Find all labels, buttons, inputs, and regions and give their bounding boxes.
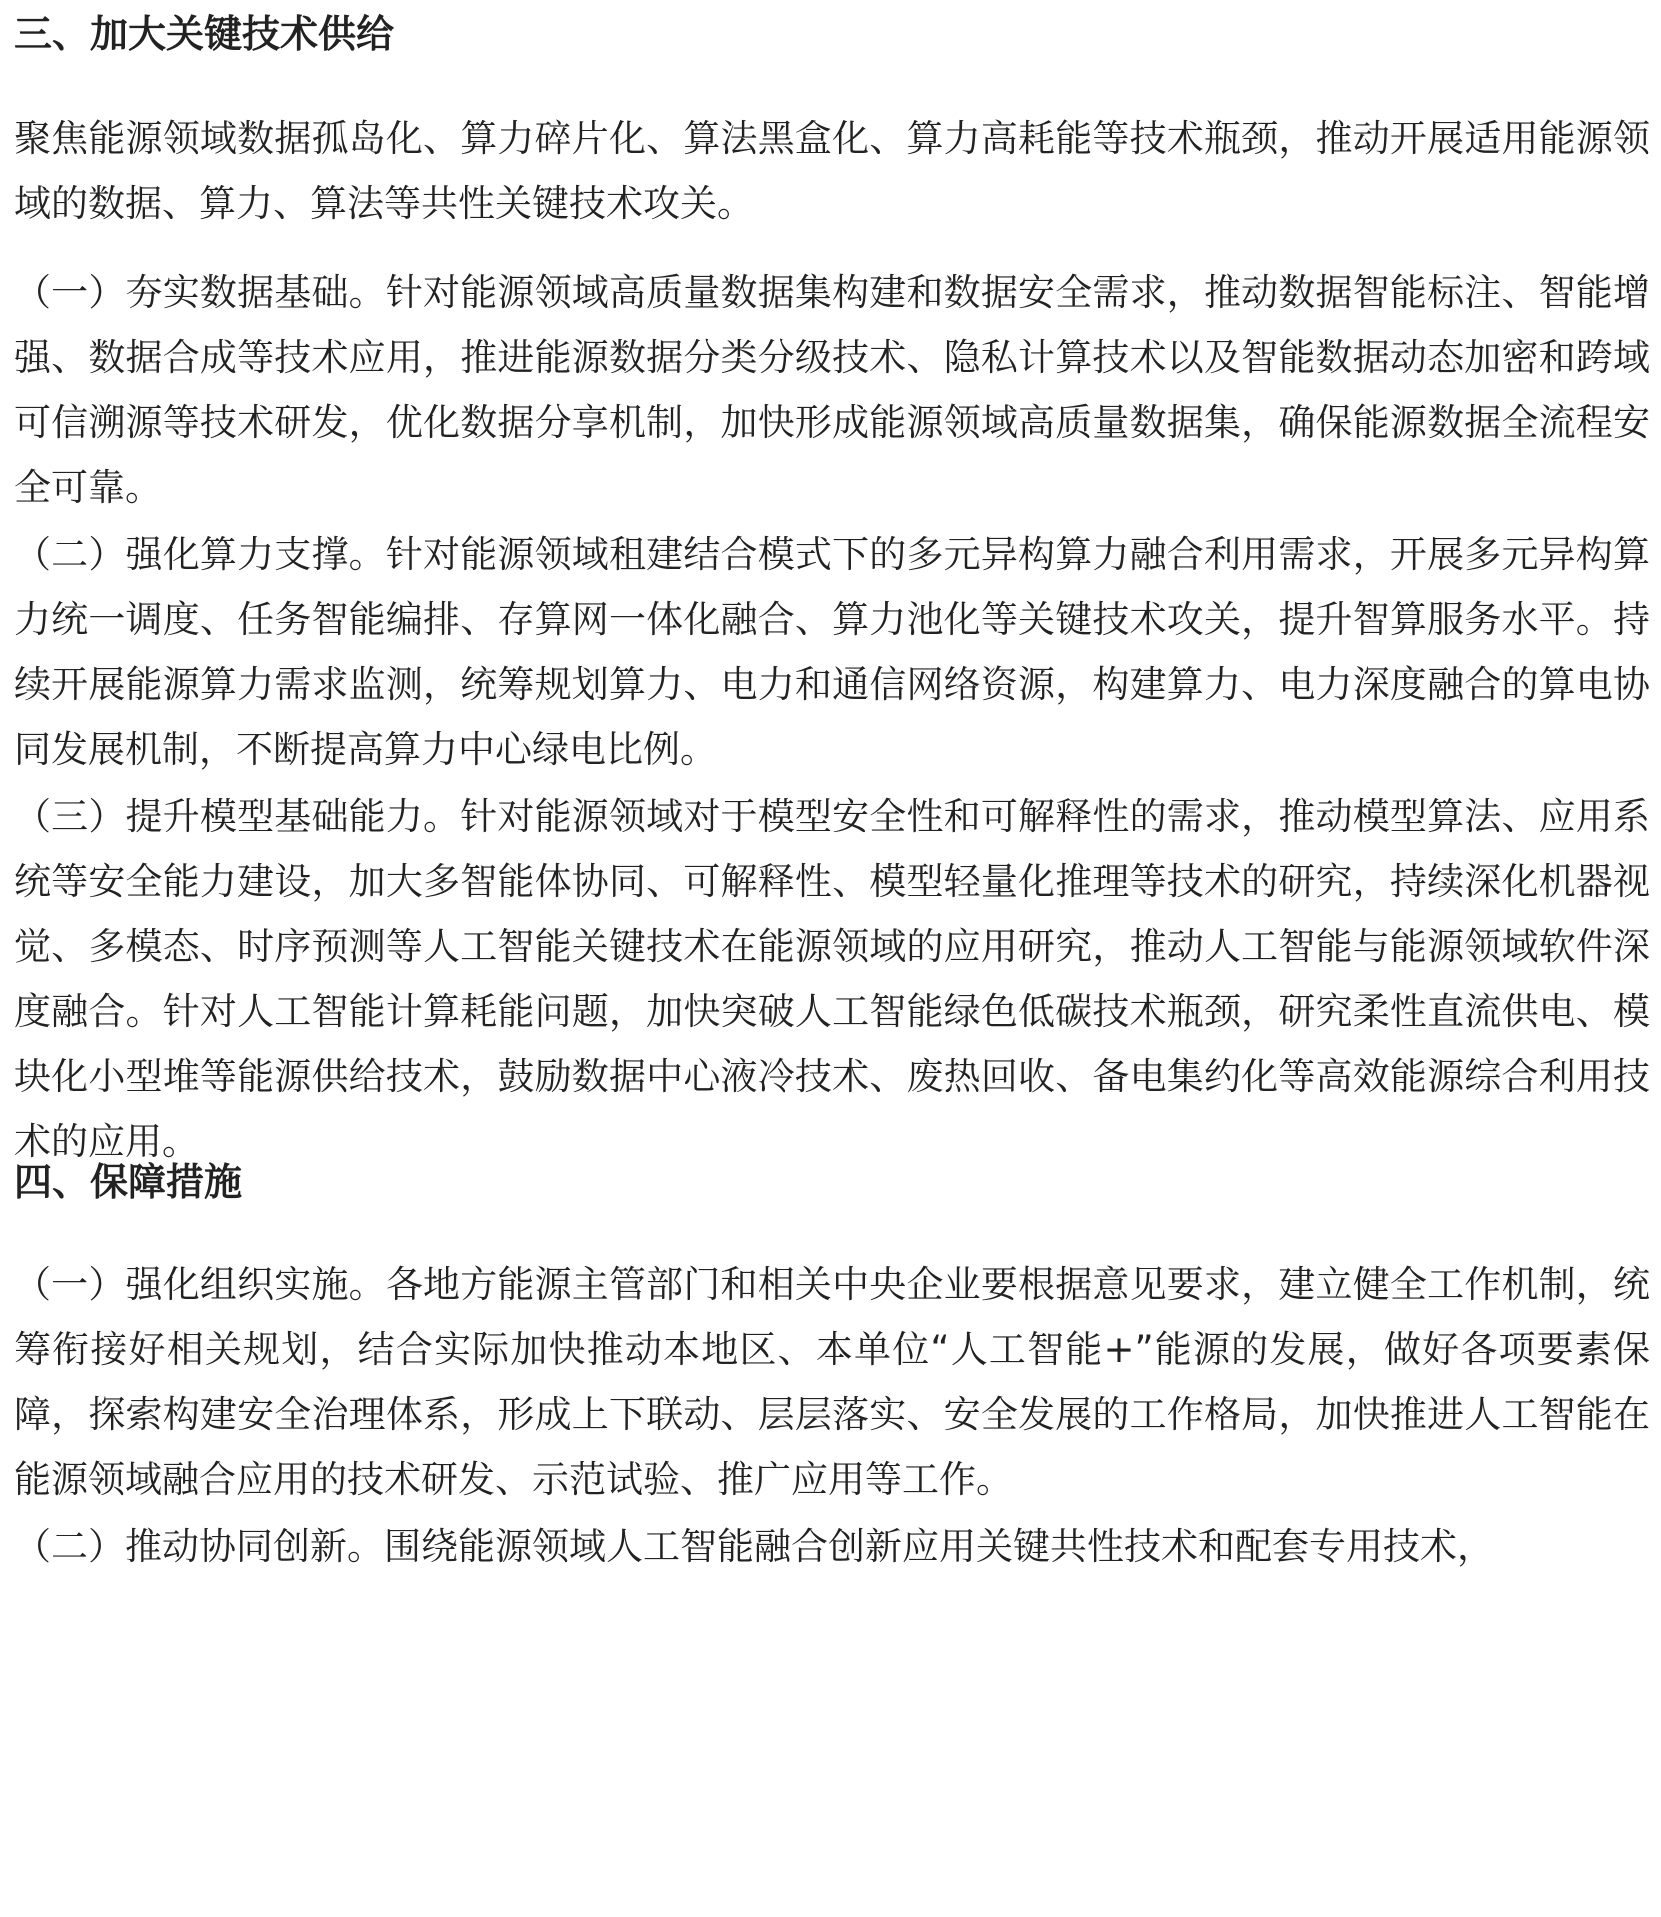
list-item-paragraph: （三）提升模型基础能力。针对能源领域对于模型安全性和可解释性的需求，推动模型算法、应用系统等安全能力建设，加大多智能体协同、可解释性、模型轻量化推理等技术的研究，持续深化机器视觉、多模态、时序预测等人工智能关键技术在能源领域的应用研究，推动人工智能与能源领域软件深度融合。针对人工智能计算耗能问题，加快突破人工智能绿色低碳技术瓶颈，研究柔性直流供电、模块化小型堆等能源供给技术，鼓励数据中心液冷技术、废热回收、备电集约化等高效能源综合利用技术的应用。	[14, 795, 1650, 1163]
section-intro-paragraph: 聚焦能源领域数据孤岛化、算力碎片化、算法黑盒化、算力高耗能等技术瓶颈，推动开展适用能源领域的数据、算力、算法等共性关键技术攻关。	[14, 117, 1650, 225]
section-heading: 三、加大关键技术供给	[14, 12, 395, 56]
list-item-paragraph: （二）推动协同创新。围绕能源领域人工智能融合创新应用关键共性技术和配套专用技术，	[14, 1525, 1494, 1568]
list-item-paragraph: （一）夯实数据基础。针对能源领域高质量数据集构建和数据安全需求，推动数据智能标注、智能增强、数据合成等技术应用，推进能源数据分类分级技术、隐私计算技术以及智能数据动态加密和跨域可信溯源等技术研发，优化数据分享机制，加快形成能源领域高质量数据集，确保能源数据全流程安全可靠。	[14, 271, 1650, 509]
list-item-paragraph: （二）强化算力支撑。针对能源领域租建结合模式下的多元异构算力融合利用需求，开展多元异构算力统一调度、任务智能编排、存算网一体化融合、算力池化等关键技术攻关，提升智算服务水平。持续开展能源算力需求监测，统筹规划算力、电力和通信网络资源，构建算力、电力深度融合的算电协同发展机制，不断提高算力中心绿电比例。	[14, 533, 1650, 771]
list-item-paragraph: （一）强化组织实施。各地方能源主管部门和相关中央企业要根据意见要求，建立健全工作机制，统筹衔接好相关规划，结合实际加快推动本地区、本单位“人工智能+”能源的发展，做好各项要素保障，探索构建安全治理体系，形成上下联动、层层落实、安全发展的工作格局，加快推进人工智能在能源领域融合应用的技术研发、示范试验、推广应用等工作。	[14, 1263, 1650, 1501]
section-heading: 四、保障措施	[14, 1160, 243, 1204]
